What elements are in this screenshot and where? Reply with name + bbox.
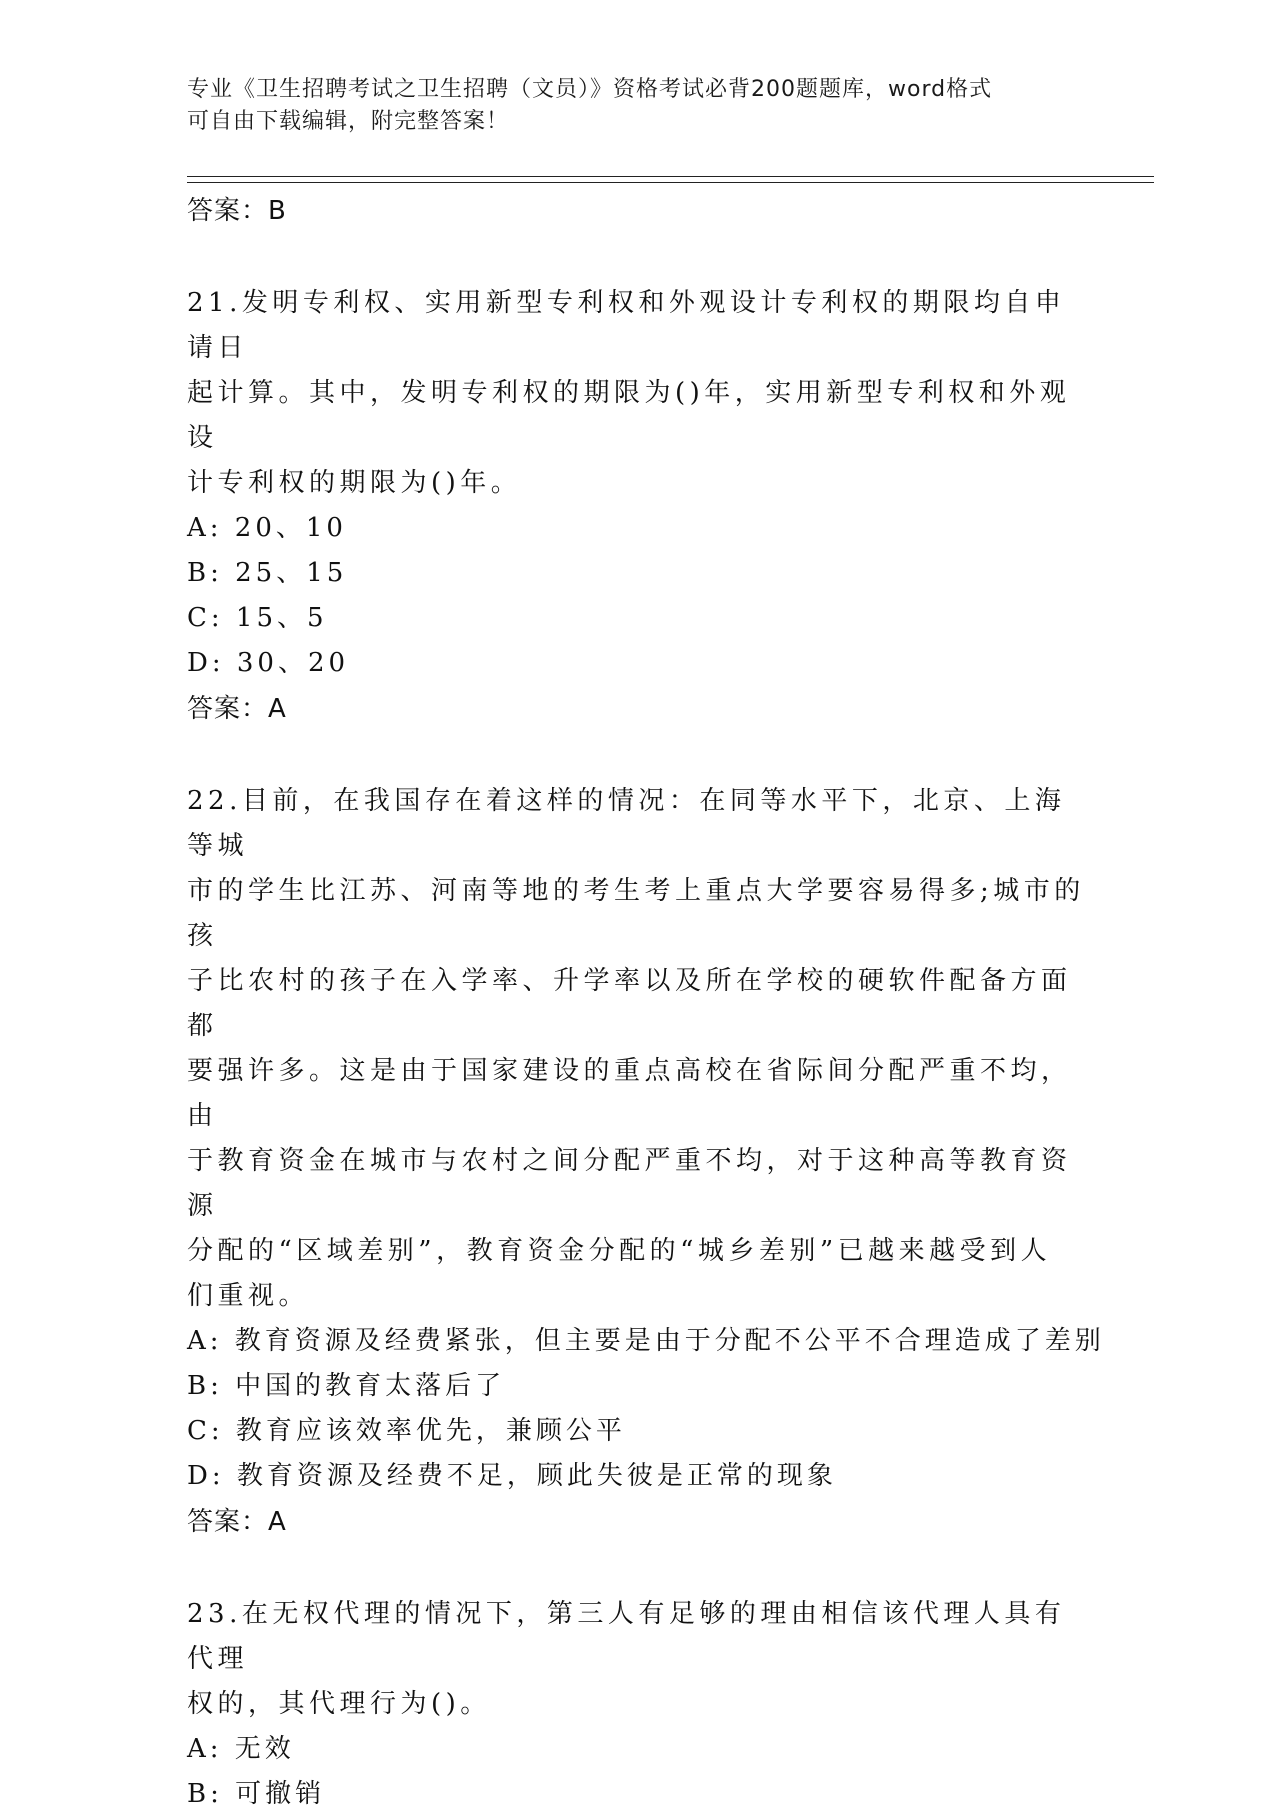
option-d: D: 30、20	[187, 648, 350, 678]
option-a: A: 无效	[187, 1734, 295, 1764]
previous-answer: 答案：B	[187, 196, 287, 226]
header-line-1: 专业《卫生招聘考试之卫生招聘（文员）》资格考试必背200题题库，word格式	[187, 77, 993, 102]
document-body	[187, 188, 1105, 1817]
document-header	[187, 74, 1067, 138]
question-23	[187, 1592, 1087, 1817]
question-text	[187, 779, 1087, 1319]
question-line: 子比农村的孩子在入学率、升学率以及所在学校的硬软件配备方面都	[187, 966, 1072, 1041]
question-line: 计专利权的期限为()年。	[187, 468, 522, 498]
option-c: C: 15、5	[187, 603, 328, 633]
question-22	[187, 779, 1105, 1545]
question-line: 要强许多。这是由于国家建设的重点高校在省际间分配严重不均，由	[187, 1056, 1072, 1131]
question-line: 21.发明专利权、实用新型专利权和外观设计专利权的期限均自申请日	[187, 288, 1066, 363]
option-b: B: 25、15	[187, 558, 348, 588]
question-line: 市的学生比江苏、河南等地的考生考上重点大学要容易得多;城市的孩	[187, 876, 1085, 951]
answer: 答案：A	[187, 694, 287, 724]
question-line: 起计算。其中，发明专利权的期限为()年，实用新型专利权和外观设	[187, 378, 1071, 453]
header-rule-bottom	[187, 182, 1154, 183]
answer: 答案：A	[187, 1507, 287, 1537]
question-line: 权的，其代理行为()。	[187, 1689, 491, 1719]
header-rule-top	[187, 176, 1154, 177]
question-line: 分配的“区域差别”，教育资金分配的“城乡差别”已越来越受到人	[187, 1236, 1052, 1266]
question-line: 22.目前，在我国存在着这样的情况：在同等水平下，北京、上海等城	[187, 786, 1066, 861]
option-b: B: 中国的教育太落后了	[187, 1371, 506, 1401]
question-line: 于教育资金在城市与农村之间分配严重不均，对于这种高等教育资源	[187, 1146, 1072, 1221]
option-d: D: 教育资源及经费不足，顾此失彼是正常的现象	[187, 1461, 837, 1491]
question-text	[187, 1592, 1087, 1727]
question-21	[187, 281, 1087, 732]
question-text	[187, 281, 1087, 506]
header-line-2: 可自由下载编辑，附完整答案！	[187, 109, 510, 134]
option-a: A: 教育资源及经费紧张，但主要是由于分配不公平不合理造成了差别	[187, 1326, 1105, 1356]
option-b: B: 可撤销	[187, 1779, 326, 1809]
question-line: 23.在无权代理的情况下，第三人有足够的理由相信该代理人具有代理	[187, 1599, 1066, 1674]
option-a: A: 20、10	[187, 513, 347, 543]
question-line: 们重视。	[187, 1281, 310, 1311]
option-c: C: 教育应该效率优先，兼顾公平	[187, 1416, 626, 1446]
